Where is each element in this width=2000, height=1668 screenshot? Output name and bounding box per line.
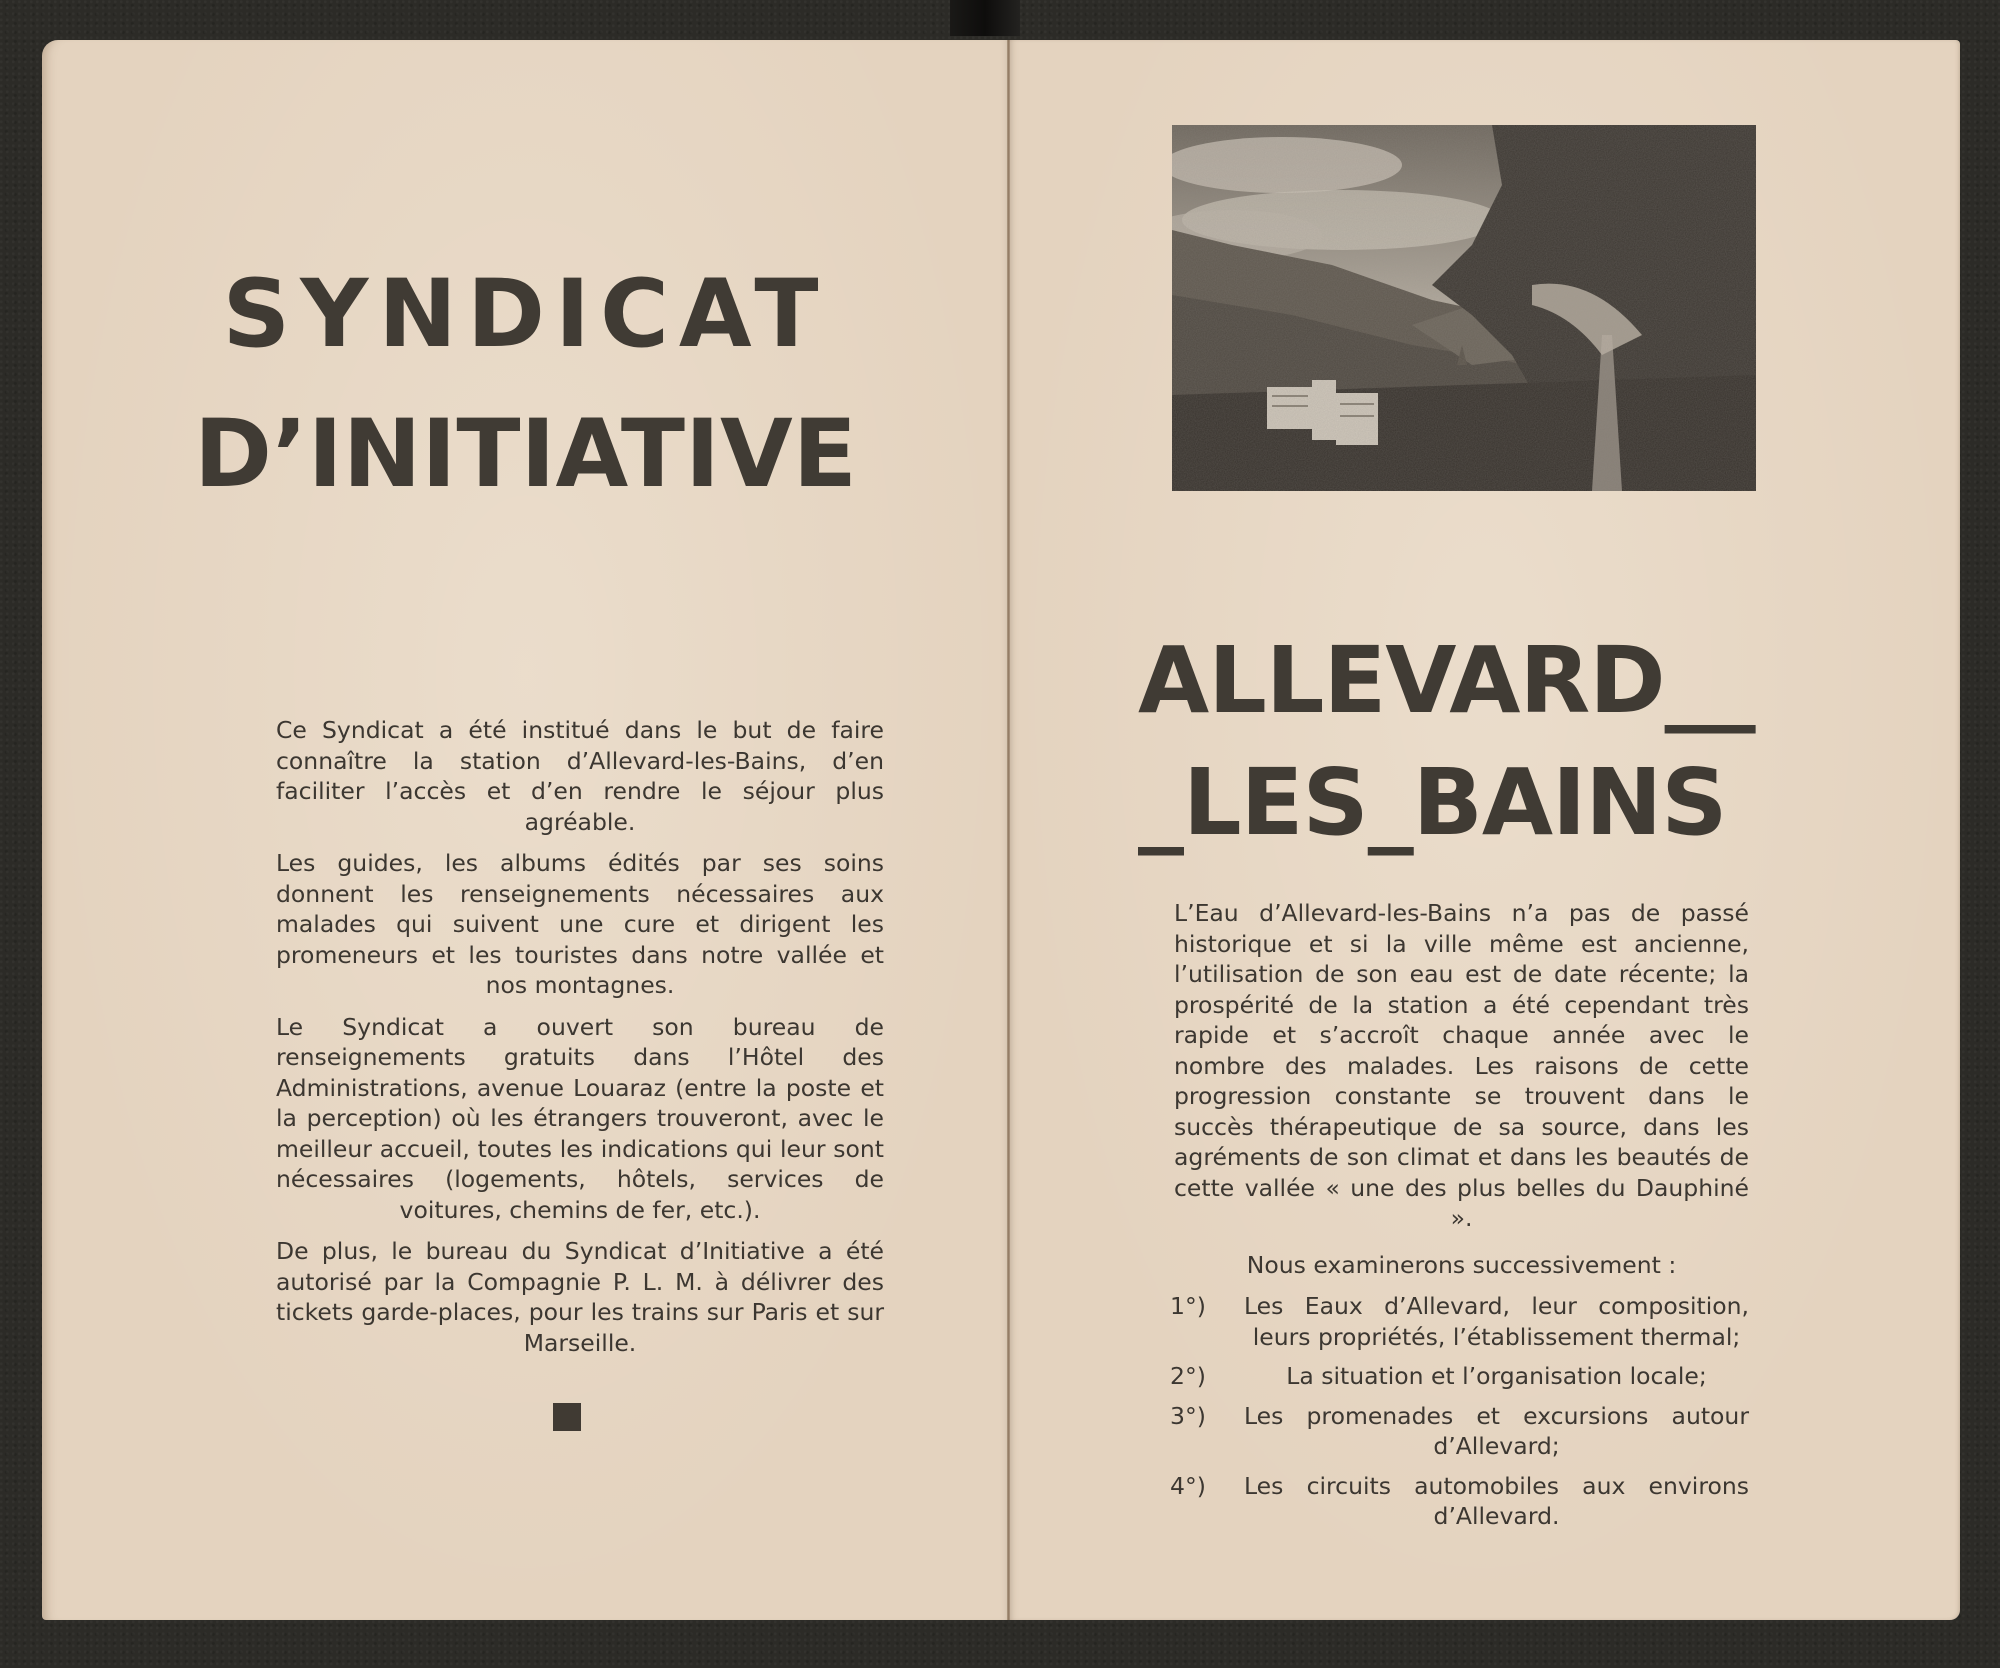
right-page-title [1138, 620, 1758, 864]
list-item [1170, 1291, 1749, 1352]
list-item-text: La situation et l’organisation locale; [1286, 1362, 1707, 1390]
list-item [1170, 1471, 1749, 1532]
paragraph: Le Syndicat a ouvert son bureau de renseignements gratuits dans l’Hôtel des Administrations, avenue Louaraz (entre la poste et la perception) où les étrangers trouveront, avec le meilleur accueil, toutes les indications qui leur sont nécessaires (logements, hôtels, services de voitures, chemins de fer, etc.). [276, 1012, 884, 1224]
landscape-photo-image [1172, 125, 1756, 491]
title-line-allevard: ALLEVARD__ [1138, 627, 1755, 734]
left-page-body [276, 715, 884, 1369]
book-fold [1007, 40, 1010, 1620]
valley-landscape-photo [1172, 125, 1756, 491]
square-ornament-icon [553, 1403, 581, 1431]
left-page [42, 40, 1009, 1620]
spine-shadow [950, 0, 1020, 36]
list-subheading: Nous examinerons successivement : [1246, 1250, 1677, 1279]
paragraph: Les guides, les albums édités par ses soins donnent les renseignements nécessaires aux malades qui suivent une cure et dirigent les promeneurs et les touristes dans notre vallée et nos montagnes. [276, 849, 884, 999]
list-item [1170, 1361, 1749, 1392]
title-line-initiative: D’INITIATIVE [194, 400, 857, 509]
list-item-text: Les Eaux d’Allevard, leur composition, leurs propriétés, l’établissement thermal; [1244, 1292, 1749, 1351]
right-page-body [1170, 898, 1749, 1541]
right-page [1008, 40, 1960, 1620]
left-page-title [42, 245, 1009, 525]
list-item-number: 3°) [1170, 1401, 1206, 1430]
title-line-les-bains: _LES_BAINS [1138, 749, 1727, 856]
list-item-number: 1°) [1170, 1292, 1206, 1320]
list-item [1170, 1401, 1749, 1462]
intro-paragraph: L’Eau d’Allevard-les-Bains n’a pas de passé historique et si la ville même est ancienne, l’utilisation de son eau est de date récente; la prospérité de la station a été cependant très rapide et s’accroît chaque année avec le nombre des malades. Les raisons de cette progression constante se trouvent dans le succès thérapeutique de sa source, dans les agréments de son climat et dans les beautés de cette vallée « une des plus belles du Dauphiné ». [1174, 899, 1749, 1232]
list-item-text: Les circuits automobiles aux environs d’Allevard. [1244, 1471, 1749, 1530]
list-item-number: 2°) [1170, 1362, 1206, 1390]
topics-list [1170, 1291, 1749, 1532]
title-line-syndicat: SYNDICAT [222, 260, 829, 369]
list-item-number: 4°) [1170, 1471, 1206, 1500]
list-item-text: Les promenades et excursions autour d’Allevard; [1244, 1401, 1749, 1460]
paragraph: De plus, le bureau du Syndicat d’Initiative a été autorisé par la Compagnie P. L. M. à délivrer des tickets garde-places, pour les trains sur Paris et sur Marseille. [276, 1237, 884, 1357]
paragraph: Ce Syndicat a été institué dans le but de faire connaître la station d’Allevard-les-Bains, d’en faciliter l’accès et d’en rendre le séjour plus agréable. [276, 716, 884, 836]
